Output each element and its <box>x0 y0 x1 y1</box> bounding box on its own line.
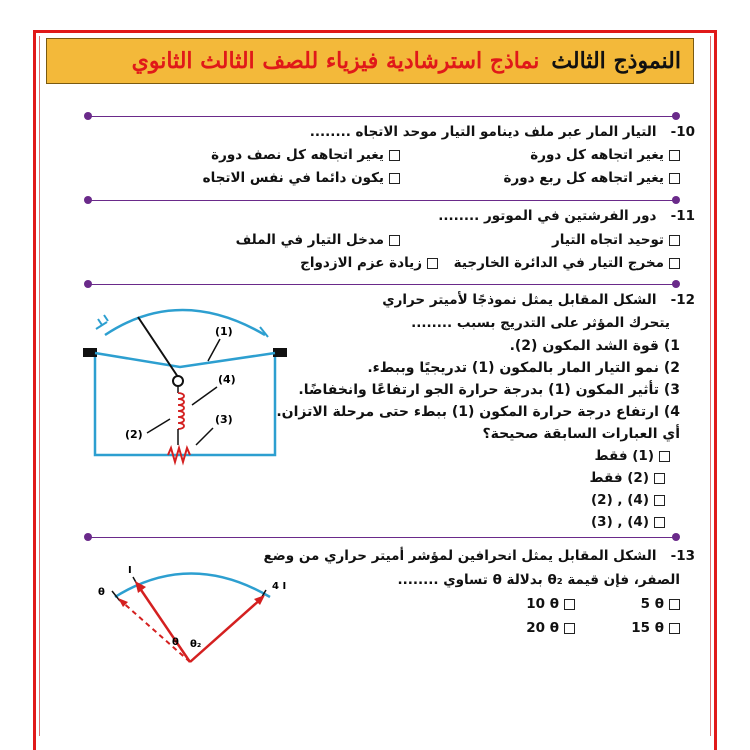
arrow-2 <box>147 419 170 433</box>
q12-statement-3: 3) تأثير المكون (1) بدرجة حرارة الجو ارتفاعًا وانخفاضًا. <box>298 382 680 398</box>
option-label: (2) , (4) <box>591 492 649 508</box>
q11-option-a[interactable] <box>552 232 680 248</box>
terminal-left <box>83 348 97 357</box>
option-label: يغير اتجاهه كل دورة <box>530 147 664 163</box>
q12-stem <box>382 292 695 308</box>
pivot <box>173 376 183 386</box>
option-label: مخرج التيار في الدائرة الخارجية <box>453 255 664 271</box>
option-label: 20 θ <box>526 620 559 636</box>
option-label: زيادة عزم الازدواج <box>300 255 422 271</box>
q13-option-a[interactable] <box>641 596 680 612</box>
q10-option-a[interactable] <box>530 147 680 163</box>
checkbox-icon[interactable] <box>427 258 438 269</box>
option-label: توحيد اتجاه التيار <box>552 232 664 248</box>
checkbox-icon[interactable] <box>654 495 665 506</box>
option-label: 15 θ <box>631 620 664 636</box>
arrow-3 <box>196 428 213 445</box>
q11-option-d[interactable] <box>300 255 438 271</box>
checkbox-icon[interactable] <box>564 599 575 610</box>
q13-symbol: θ₂ <box>547 572 563 588</box>
q13-option-d[interactable] <box>526 620 575 636</box>
hot-wire-ammeter-figure <box>80 295 290 470</box>
checkbox-icon[interactable] <box>669 599 680 610</box>
divider <box>88 537 676 538</box>
q12-number: 12- <box>670 292 695 308</box>
option-label: مدخل التيار في الملف <box>235 232 384 248</box>
pointer <box>138 317 178 377</box>
option-label: يكون دائما في نفس الاتجاه <box>202 170 384 186</box>
q13-line-1: الشكل المقابل يمثل انحرافين لمؤشر أميتر حراري من وضع <box>263 548 657 564</box>
label-I: I <box>128 565 132 576</box>
checkbox-icon[interactable] <box>669 258 680 269</box>
checkbox-icon[interactable] <box>669 150 680 161</box>
q11-option-c[interactable] <box>454 255 680 271</box>
q12-line-2: يتحرك المؤثر على التدريج بسبب ........ <box>411 315 670 331</box>
q11-text: دور الفرشتين في الموتور ........ <box>438 208 657 224</box>
checkbox-icon[interactable] <box>389 150 400 161</box>
q10-option-b[interactable] <box>211 147 400 163</box>
q10-stem <box>310 124 695 140</box>
divider <box>88 200 676 201</box>
label-2: (2) <box>125 428 143 441</box>
q13-text: الصفر، فإن قيمة <box>567 572 680 588</box>
label-3: (3) <box>215 413 233 426</box>
deflection-I <box>137 584 190 662</box>
deflection-figure <box>90 555 300 675</box>
hot-wire <box>95 353 275 367</box>
option-label: 10 θ <box>526 596 559 612</box>
checkbox-icon[interactable] <box>654 517 665 528</box>
q12-option-a[interactable] <box>595 448 670 464</box>
scale-arc <box>105 310 265 335</box>
option-label: (1) فقط <box>594 448 654 464</box>
terminal-right <box>273 348 287 357</box>
checkbox-icon[interactable] <box>669 623 680 634</box>
q12-option-b[interactable] <box>590 470 665 486</box>
q13-text: بدلالة <box>506 572 543 588</box>
q13-line-2 <box>397 572 680 588</box>
spring <box>178 393 184 429</box>
q13-number: 13- <box>670 548 695 564</box>
arrow-1 <box>208 339 220 361</box>
page-title: نماذج استرشادية فيزياء للصف الثالث الثانوي <box>131 48 540 74</box>
checkbox-icon[interactable] <box>669 235 680 246</box>
q12-option-c[interactable] <box>591 492 665 508</box>
model-label: النموذج الثالث <box>551 48 681 74</box>
checkbox-icon[interactable] <box>654 473 665 484</box>
circuit-wire <box>95 353 275 455</box>
q12-statement-1: 1) قوة الشد المكون (2). <box>509 338 680 354</box>
q12-question: أي العبارات السابقة صحيحة؟ <box>482 426 680 442</box>
checkbox-icon[interactable] <box>659 451 670 462</box>
q13-symbol: θ <box>492 572 502 588</box>
q10-number: 10- <box>670 124 695 140</box>
q13-option-b[interactable] <box>526 596 575 612</box>
q12-option-d[interactable] <box>591 514 665 530</box>
q10-option-c[interactable] <box>504 170 680 186</box>
label-4I: 4 I <box>272 581 287 592</box>
q13-option-c[interactable] <box>631 620 680 636</box>
q10-text: التيار المار عبر ملف دينامو التيار موحد الاتجاه ........ <box>309 124 657 140</box>
q11-number: 11- <box>670 208 695 224</box>
label-theta2: θ₂ <box>190 639 202 650</box>
option-label: (2) فقط <box>589 470 649 486</box>
option-label: 5 θ <box>640 596 664 612</box>
q13-stem <box>264 548 695 564</box>
divider <box>88 284 676 285</box>
deflection-4I <box>190 598 262 662</box>
checkbox-icon[interactable] <box>669 173 680 184</box>
label-4: (4) <box>218 373 236 386</box>
option-label: (3) , (4) <box>591 514 649 530</box>
q12-statement-2: 2) نمو التيار المار بالمكون (1) تدريجيًا وببطء. <box>367 360 680 376</box>
checkbox-icon[interactable] <box>564 623 575 634</box>
q12-statement-4: 4) ارتفاع درجة حرارة المكون (1) ببطء حتى مرحلة الاتزان. <box>276 404 680 420</box>
scale-tick <box>104 315 108 321</box>
q11-stem <box>438 208 695 224</box>
option-label: يغير اتجاهه كل نصف دورة <box>211 147 384 163</box>
header-banner <box>46 38 694 84</box>
checkbox-icon[interactable] <box>389 235 400 246</box>
arrow-4 <box>192 387 217 405</box>
divider <box>88 116 676 117</box>
label-theta-zero: θ <box>98 587 105 598</box>
option-label: يغير اتجاهه كل ربع دورة <box>503 170 664 186</box>
label-theta: θ <box>172 637 179 648</box>
q12-line-1: الشكل المقابل يمثل نموذجًا لأميتر حراري <box>382 292 657 308</box>
scale-tick <box>98 319 102 325</box>
checkbox-icon[interactable] <box>389 173 400 184</box>
label-1: (1) <box>215 325 233 338</box>
q10-option-d[interactable] <box>203 170 400 186</box>
q13-text: تساوي ........ <box>397 572 488 588</box>
q11-option-b[interactable] <box>236 232 400 248</box>
